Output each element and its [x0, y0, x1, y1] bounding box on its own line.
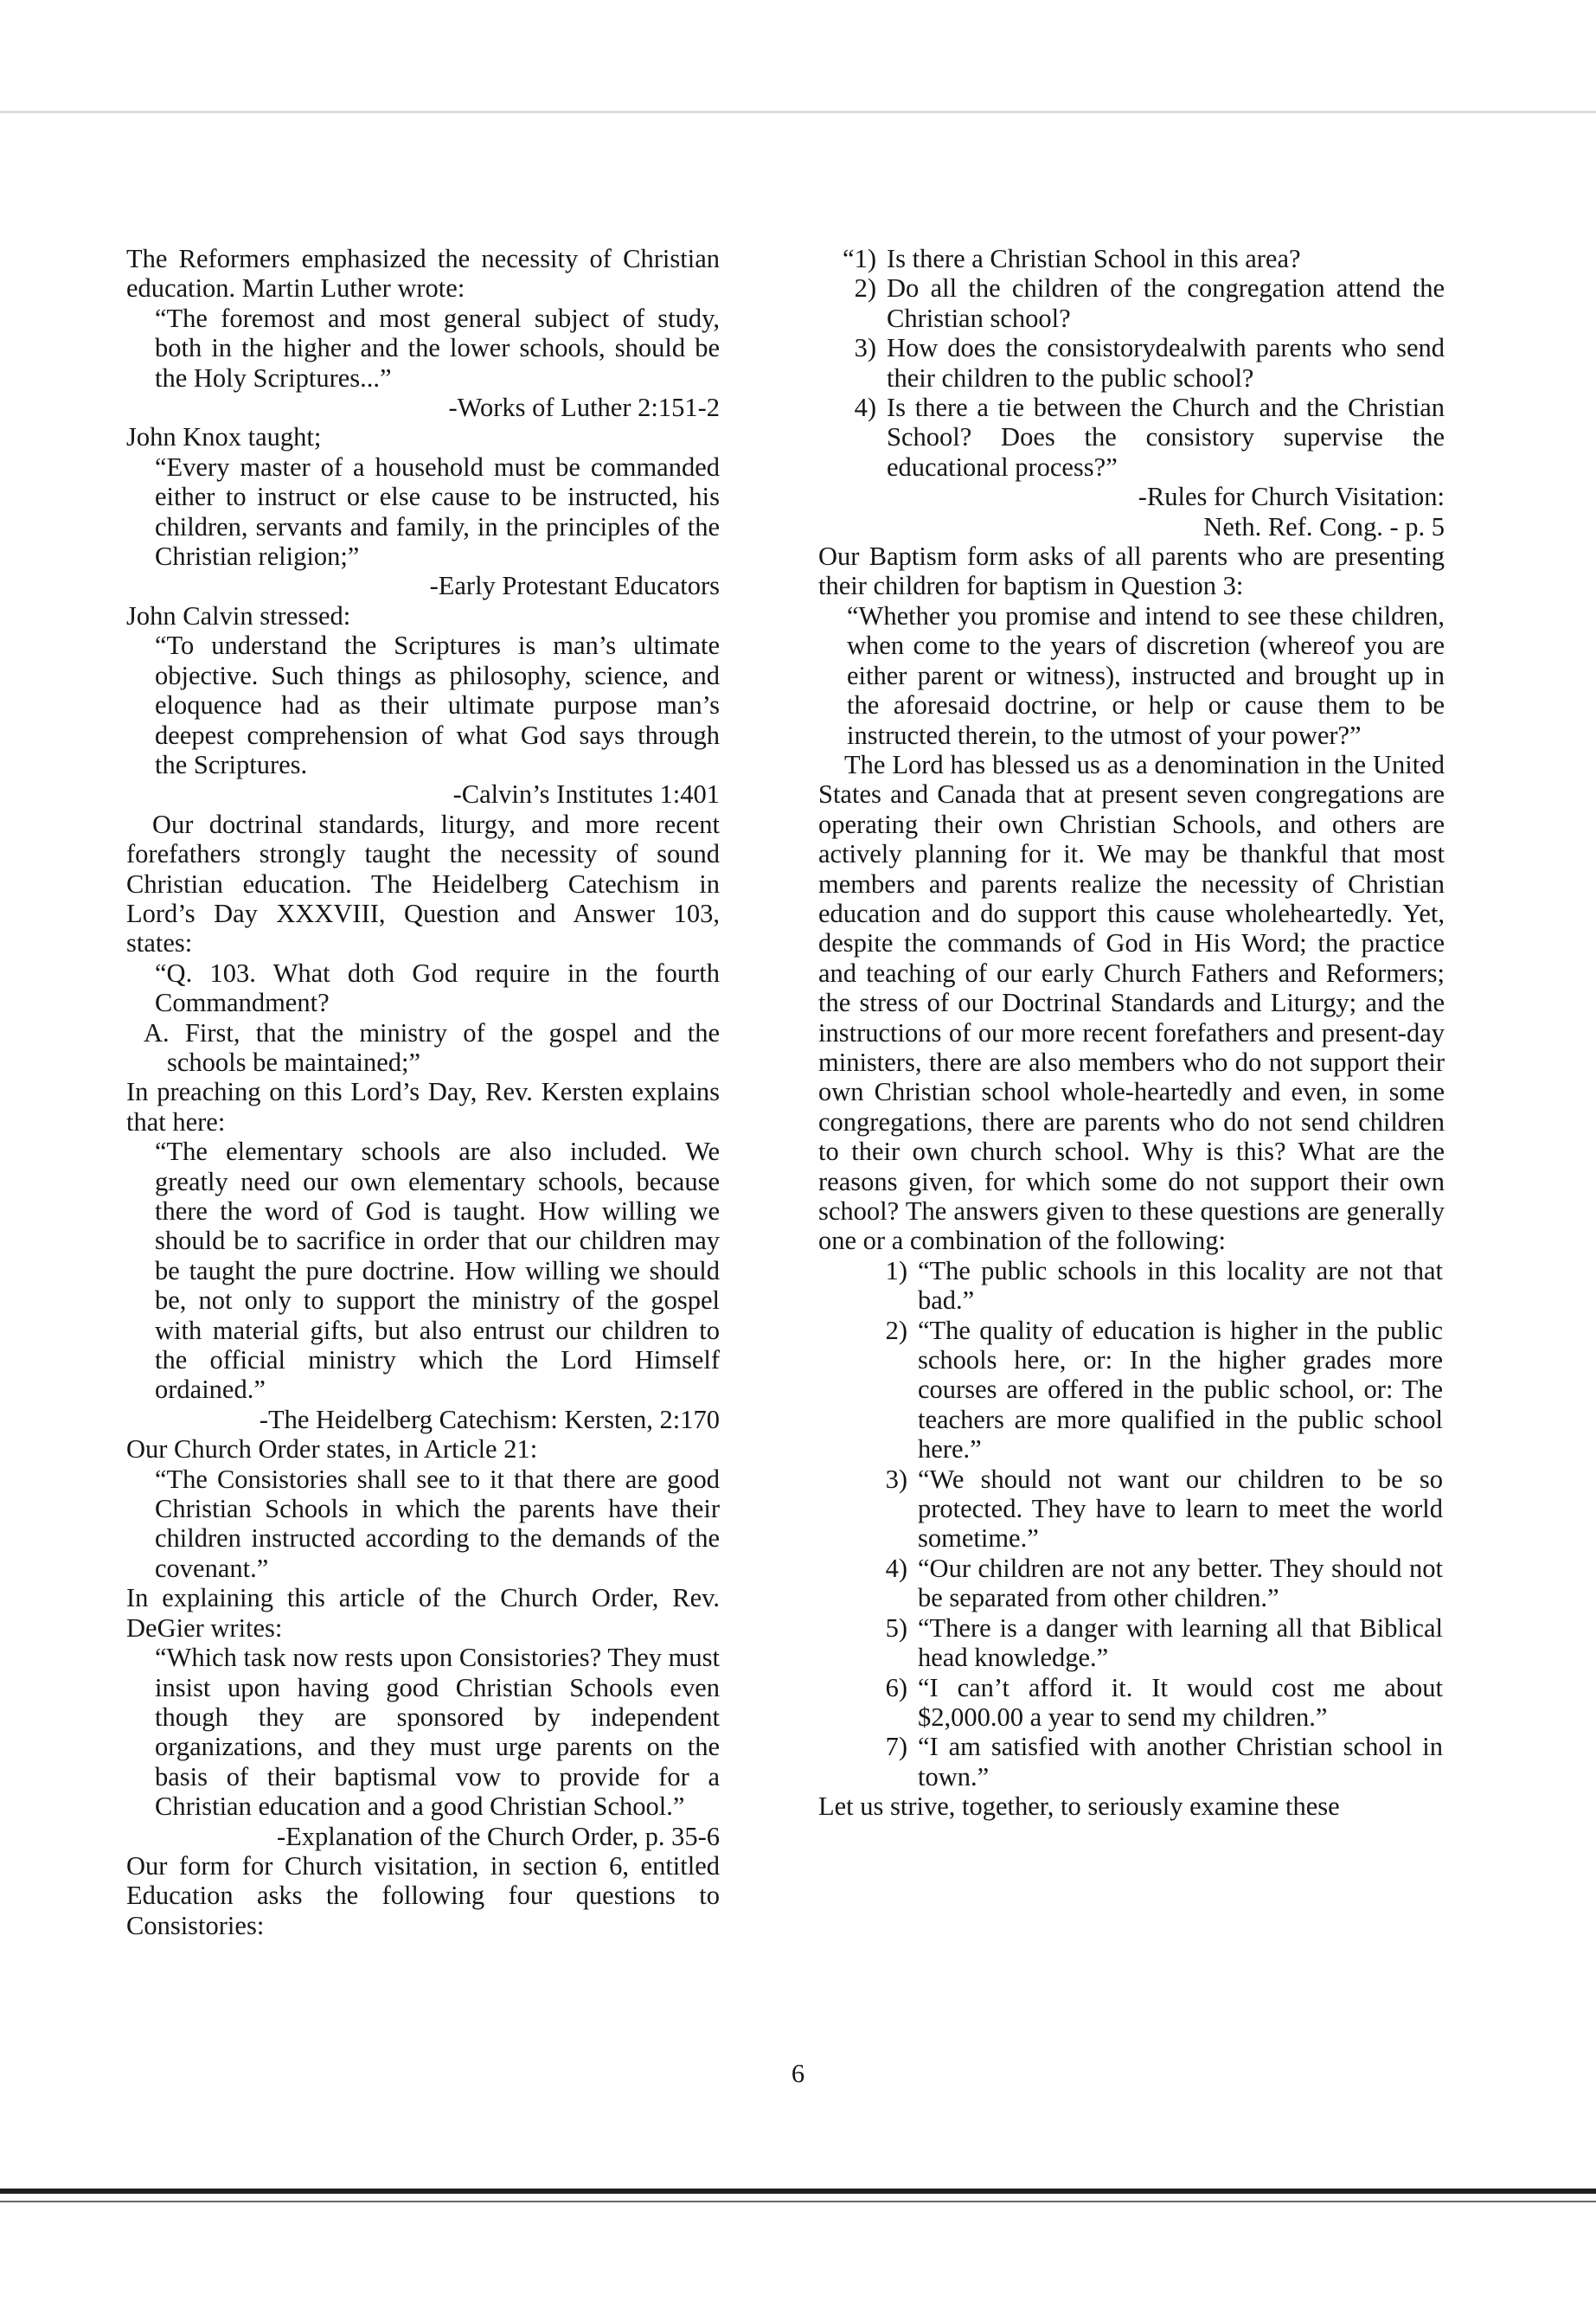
list-item — [818, 1554, 1445, 1613]
list-text: “There is a danger with learning all that Biblical head knowledge.” — [918, 1612, 1443, 1673]
paragraph: The Lord has blessed us as a denomination in the United States and Canada that at present seven congregations are operating their own Christian Schools, and others are actively planning for it. We may be thankful that most members and parents realize the necessity of Christian education and do support this cause wholeheartedly. Yet, despite the commands of God in His Word; the practice and teaching of our early Church Fathers and Reformers; the stress of our Doctrinal Standards and Liturgy; and the instructions of our more recent forefathers and present-day ministers, there are also members who do not support their own Christian school whole-heartedly and even, in some congregations, there are parents who do not send children to their own church school. Why is this? What are the reasons given, for which some do not support their own school? The answers given to these questions are generally one or a combination of the following: — [818, 749, 1445, 1256]
list-text: “I can’t afford it. It would cost me about $2,000.00 a year to send my children.” — [918, 1672, 1443, 1732]
visitation-questions-list — [818, 244, 1445, 482]
quote-source: -Explanation of the Church Order, p. 35-6 — [276, 1821, 720, 1851]
list-number: 4) — [854, 393, 876, 423]
quote-source: -The Heidelberg Catechism: Kersten, 2:170 — [259, 1404, 720, 1434]
catechism-question: “Q. 103. What doth God require in the fourth Commandment? — [155, 958, 720, 1018]
quote-source: Neth. Ref. Cong. - p. 5 — [1203, 511, 1445, 542]
list-item — [818, 1256, 1445, 1316]
list-item — [818, 244, 1445, 273]
list-text: How does the consistorydealwith parents who send their children to the public school? — [887, 333, 1445, 393]
paragraph: John Calvin stressed: — [126, 600, 351, 631]
scan-edge-bottom — [0, 2189, 1596, 2194]
block-quote: “Which task now rests upon Consistories? They must insist upon having good Christian Schools even though they are sponsored by independent organizations, and they must urge parents on the basis of their baptismal vow to provide for a Christian education and a good Christian School.” — [155, 1643, 720, 1822]
paragraph: Our Church Order states, in Article 21: — [126, 1434, 538, 1465]
block-quote: “The Consistories shall see to it that there are good Christian Schools in which the parents have their children instructed according to the demands of the covenant.” — [155, 1464, 720, 1583]
list-number: 2) — [854, 273, 876, 304]
list-item — [818, 1732, 1445, 1791]
quote-source: -Calvin’s Institutes 1:401 — [452, 779, 720, 810]
list-text: Do all the children of the congregation attend the Christian school? — [887, 273, 1445, 333]
list-item — [818, 1673, 1445, 1733]
list-item — [818, 1316, 1445, 1465]
reasons-list — [818, 1256, 1445, 1791]
list-number: 2) — [885, 1315, 907, 1345]
block-quote: “The foremost and most general subject of study, both in the higher and the lower schools, should be the Holy Scriptures...” — [155, 303, 720, 393]
block-quote: “Whether you promise and intend to see these children, when come to the years of discretion (whereof you are either parent or witness), instructed and brought up in the aforesaid doctrine, or help or cause them to be instructed therein, to the utmost of your power?” — [847, 600, 1445, 750]
scan-edge-top — [0, 111, 1596, 113]
paragraph: Our doctrinal standards, liturgy, and more recent forefathers strongly taught the necessity of sound Christian education. The Heidelberg Catechism in Lord’s Day XXXVIII, Question and Answer 103, states: — [126, 809, 720, 958]
quote-source: -Rules for Church Visitation: — [1138, 482, 1445, 512]
list-item — [818, 1465, 1445, 1554]
list-item — [818, 333, 1445, 393]
paragraph: The Reformers emphasized the necessity of Christian education. Martin Luther wrote: — [126, 244, 720, 304]
list-item — [818, 1613, 1445, 1673]
paragraph: Our form for Church visitation, in section 6, entitled Education asks the following four questions to Consistories: — [126, 1850, 720, 1940]
list-text: “The quality of education is higher in the public schools here, or: In the higher grades more courses are offered in the public school, or: The teachers are more qualified in the public school here.” — [918, 1315, 1443, 1465]
list-number: “1) — [843, 244, 876, 273]
block-quote: “To understand the Scriptures is man’s ultimate objective. Such things as philosophy, science, and eloquence had as their ultimate purpose man’s deepest comprehension of what God says through the Scriptures. — [155, 631, 720, 779]
list-text: “The public schools in this locality are not that bad.” — [918, 1255, 1443, 1316]
list-number: 3) — [885, 1464, 907, 1494]
list-item — [818, 393, 1445, 482]
paragraph: Our Baptism form asks of all parents who are presenting their children for baptism in Question 3: — [818, 542, 1445, 601]
paragraph: Let us strive, together, to seriously examine these — [818, 1791, 1340, 1822]
catechism-answer: A. First, that the ministry of the gospel and the schools be maintained;” — [144, 1017, 720, 1077]
quote-source: -Early Protestant Educators — [429, 571, 720, 601]
list-number: 4) — [885, 1553, 907, 1583]
paragraph: John Knox taught; — [126, 422, 322, 452]
list-text: “We should not want our children to be so protected. They have to learn to meet the world sometime.” — [918, 1464, 1443, 1554]
quote-source: -Works of Luther 2:151-2 — [448, 393, 720, 423]
block-quote: “Every master of a household must be commanded either to instruct or else cause to be instructed, his children, servants and family, in the principles of the Christian religion;” — [155, 452, 720, 572]
left-column — [126, 244, 720, 1940]
list-number: 3) — [854, 333, 876, 363]
page-number: 6 — [791, 2059, 805, 2088]
list-number: 7) — [885, 1732, 907, 1762]
list-number: 6) — [885, 1672, 907, 1702]
block-quote: “The elementary schools are also included. We greatly need our own elementary schools, because there the word of God is taught. How willing we should be to sacrifice in order that our children may be taught the pure doctrine. How willing we should be, not only to support the ministry of the gospel with material gifts, but also entrust our children to the official ministry which the Lord Himself ordained.” — [155, 1137, 720, 1405]
right-column — [818, 244, 1445, 1822]
list-number: 1) — [885, 1255, 907, 1285]
paragraph: In explaining this article of the Church Order, Rev. DeGier writes: — [126, 1583, 720, 1643]
list-text: “I am satisfied with another Christian school in town.” — [918, 1732, 1443, 1791]
list-number: 5) — [885, 1612, 907, 1643]
list-text: “Our children are not any better. They should not be separated from other children.” — [918, 1553, 1443, 1613]
list-text: Is there a Christian School in this area? — [887, 244, 1301, 273]
paragraph: In preaching on this Lord’s Day, Rev. Kersten explains that here: — [126, 1077, 720, 1137]
list-text: Is there a tie between the Church and the Christian School? Does the consistory supervise the educational process?” — [887, 393, 1445, 482]
list-item — [818, 273, 1445, 333]
scan-edge-bottom-line — [0, 2201, 1596, 2202]
